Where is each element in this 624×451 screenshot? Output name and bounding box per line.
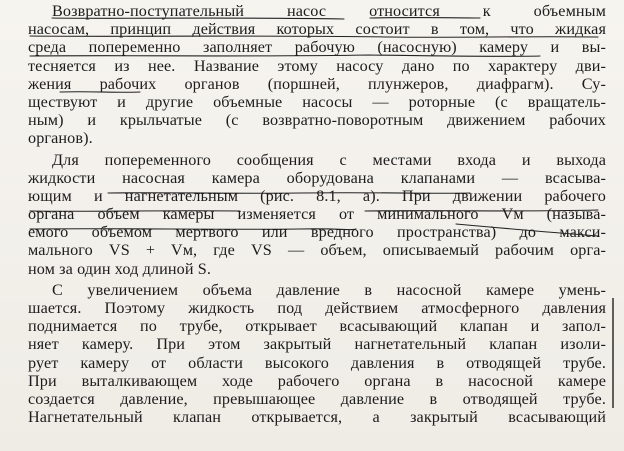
margin-pen-mark <box>612 298 614 408</box>
text-line: ществуют и другие объемные насосы — роторные (с вращатель- <box>28 92 606 111</box>
text-line: ным) и крыльчатые (с возвратно-поворотным движением рабочих <box>28 111 606 130</box>
text-line: Для попеременного сообщения с местами входа и выхода <box>52 150 606 169</box>
text-line: Возвратно-поступательный насос относится к объемным <box>52 2 606 20</box>
text-line: среда попеременно заполняет рабочую (насосную) камеру и вы- <box>28 38 606 57</box>
text-line: поднимается по трубе, открывает всасывающий клапан и запол- <box>28 317 606 336</box>
text-line: органа объем камеры изменяется от минимального Vм (называ- <box>28 205 606 224</box>
text-line: Нагнетательный клапан открывается, а закрытый всасывающий <box>28 408 606 427</box>
text-line: емого объемом мертвого или вредного пространства) до макси- <box>28 223 606 242</box>
text-line: жидкости насосная камера оборудована клапанами — всасыва- <box>28 168 606 187</box>
text-line: тесняется из нее. Название этому насосу дано по характеру дви- <box>28 56 606 75</box>
text-line: няет камеру. При этом закрытый нагнетательный клапан изоли- <box>28 335 606 354</box>
text-line: насосам, принцип действия которых состоит в том, что жидкая <box>28 20 606 39</box>
text-line: органов). <box>28 129 93 148</box>
text-line: ющим и нагнетательным (рис. 8.1, а). При движении рабочего <box>28 186 606 205</box>
text-line: создается давление, превышающее давление в отводящей трубе. <box>28 389 606 408</box>
text-line: шается. Поэтому жидкость под действием атмосферного давления <box>28 299 606 317</box>
text-body <box>28 2 606 426</box>
text-line: рует камеру от области высокого давления в отводящей трубе. <box>28 353 606 372</box>
text-line: мального VS + Vм, где VS — объем, описываемый рабочим орга- <box>28 241 606 260</box>
text-line: С увеличением объема давление в насосной камере умень- <box>52 280 606 299</box>
text-line: При выталкивающем ходе рабочего органа в насосной камере <box>28 371 606 390</box>
text-line: ном за один ход длиной S. <box>28 259 211 278</box>
text-line: жения рабочих органов (поршней, плунжеров, диафрагм). Су- <box>28 74 606 93</box>
